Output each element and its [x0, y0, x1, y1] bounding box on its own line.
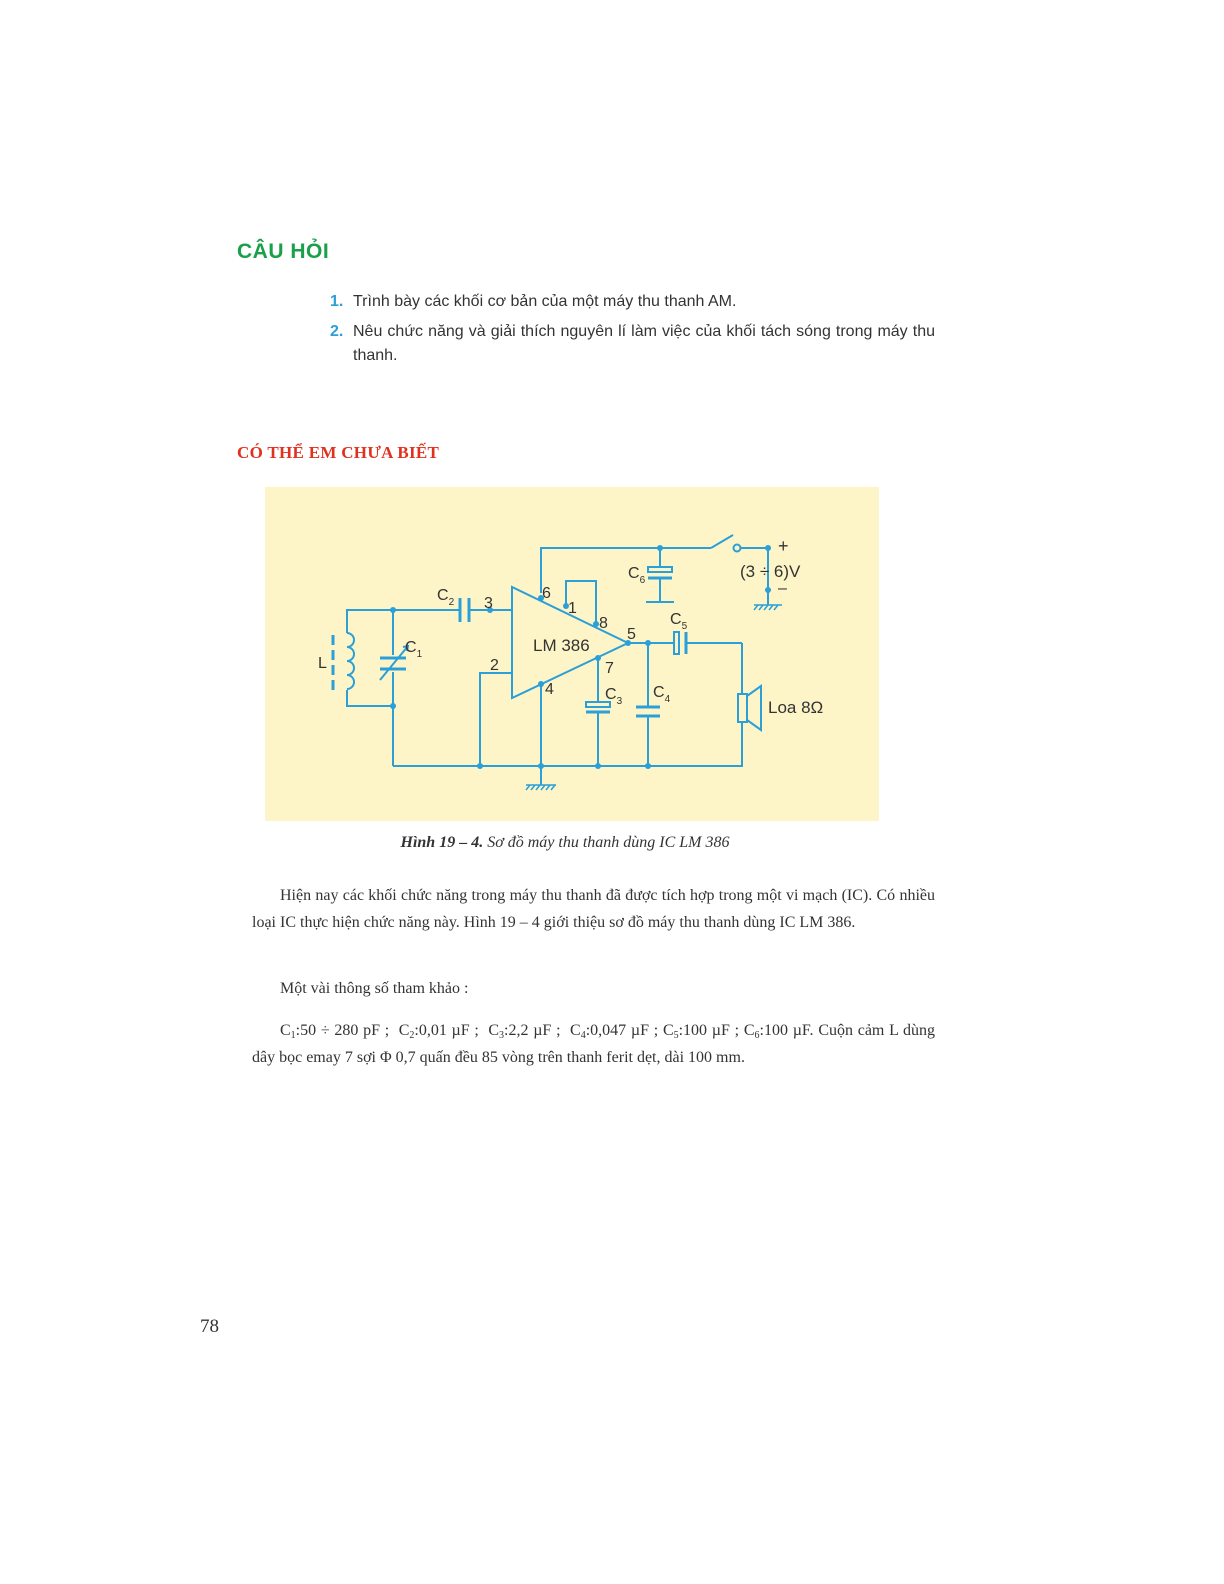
pin-1-label: 1 — [568, 600, 577, 617]
paragraph-params-heading: Một vài thông số tham khảo : — [280, 980, 469, 997]
plus-label: + — [778, 536, 789, 556]
minus-label: – — [778, 580, 787, 597]
pin-2-label: 2 — [490, 657, 499, 674]
inductor-label: L — [318, 655, 327, 672]
question-text: Trình bày các khối cơ bản của một máy thu thanh AM. — [353, 293, 737, 310]
speaker-label: Loa 8Ω — [768, 698, 824, 717]
c1-label: $C_1$ — [405, 639, 423, 660]
question-text: Nêu chức năng và giải thích nguyên lí làm việc của khối tách sóng trong máy thu thanh. — [353, 323, 935, 364]
power-switch — [711, 535, 741, 552]
pin-3-label: 3 — [484, 595, 493, 612]
pin-6-label: 6 — [542, 585, 551, 602]
circuit-wires — [347, 548, 768, 785]
c4-label: $C_4$ — [653, 684, 671, 705]
paragraph-intro: Hiện nay các khối chức năng trong máy thu thanh đã được tích hợp trong một vi mạch (IC). Có nhiều loại IC thực hiện chức năng này. Hình 19 – 4 giới thiệu sơ đồ máy thu thanh dùng IC LM 386. — [252, 887, 935, 931]
ground-symbol — [526, 785, 556, 790]
section-title: CÂU HỎI — [237, 240, 330, 263]
c4-capacitor — [636, 707, 660, 716]
question-number: 1. — [330, 293, 344, 310]
voltage-label: (3 ÷ 6)V — [740, 562, 801, 581]
c5-label: $C_5$ — [670, 611, 688, 632]
ground-symbol — [754, 605, 782, 610]
caption-number: Hình 19 – 4. — [400, 834, 484, 851]
c3-label: $C_3$ — [605, 686, 623, 707]
page-number: 78 — [200, 1316, 219, 1337]
question-item — [330, 320, 935, 368]
did-you-know-title: CÓ THỂ EM CHƯA BIẾT — [237, 443, 440, 462]
c5-capacitor — [674, 632, 686, 654]
caption-text: Sơ đồ máy thu thanh dùng IC LM 386 — [487, 834, 730, 851]
paragraph-params: $C_1:50 \div 280$ pF ; $C_2:0,01$ µF ; $C_3:2,2$ µF ; $C_4:0,047$ µF ; $C_5:100$ µF ; $C_6:100$ µF. Cuộn cảm L dùng dây bọc emay 7 sợi Φ 0,7 quấn đều 85 vòng trên thanh ferit dẹt, dài 100 mm. — [252, 1022, 936, 1066]
c2-label: $C_2$ — [437, 587, 455, 608]
c6-label: $C_6$ — [628, 565, 646, 586]
pin-7-label: 7 — [605, 660, 614, 677]
figure-caption — [265, 834, 865, 852]
c3-capacitor — [586, 702, 610, 712]
pin-8-label: 8 — [599, 615, 608, 632]
question-number: 2. — [330, 323, 344, 340]
pin-5-label: 5 — [627, 626, 636, 643]
question-item — [330, 290, 935, 314]
c2-capacitor — [460, 598, 469, 622]
circuit-figure — [265, 487, 879, 821]
inductor-coil — [347, 633, 354, 689]
circuit-diagram — [265, 487, 879, 821]
question-list — [330, 290, 935, 374]
junction-dots — [390, 545, 771, 769]
pin-4-label: 4 — [545, 681, 554, 698]
ic-label: LM 386 — [533, 636, 590, 655]
